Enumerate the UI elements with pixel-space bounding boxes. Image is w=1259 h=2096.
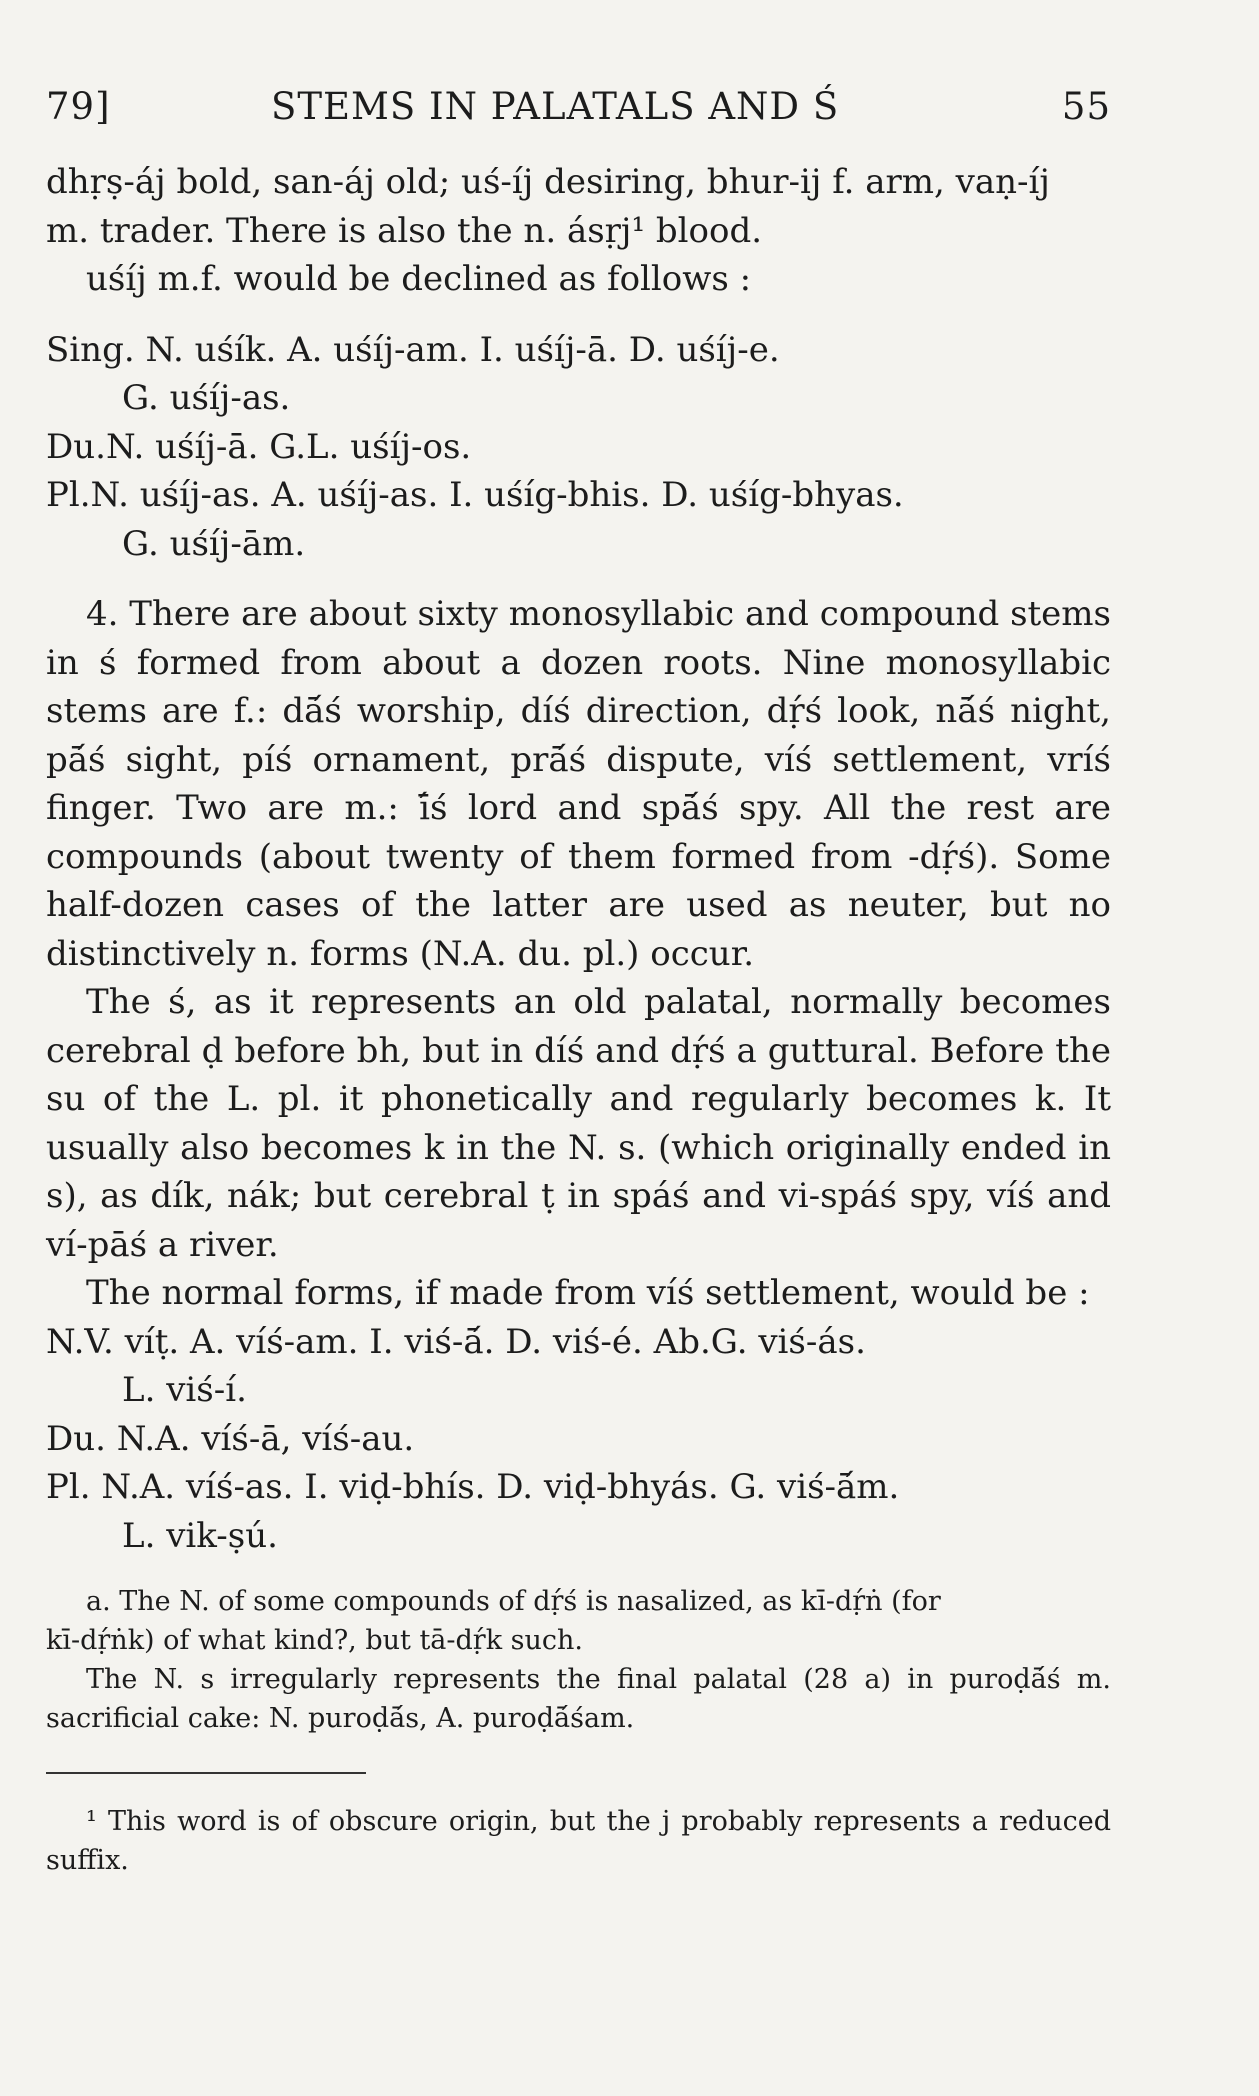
declension-table-usij [46, 326, 1111, 569]
declension-line: N.V. víṭ. A. víś-am. I. viś-ā́. D. viś-é. Ab.G. viś-ás. [46, 1321, 866, 1362]
declension-line: Pl. N.A. víś-as. I. viḍ-bhís. D. viḍ-bhyás. G. viś-ā́m. [46, 1467, 900, 1507]
footnote: ¹ This word is of obscure origin, but the j probably represents a reduced suffix. [46, 1806, 1111, 1876]
declension-line: L. viś-í. [122, 1370, 247, 1410]
note-line: kī-dṛ́ṅk) of what kind?, but tā-dṛ́k such. [46, 1625, 583, 1656]
declension-line: Sing. N. uśík. A. uśíj-am. I. uśíj-ā. D. uśíj-e. [46, 329, 780, 370]
paragraph: The ś, as it represents an old palatal, normally becomes cerebral ḍ before bh, but in díś and dṛ́ś a guttural. Before the su of the L. pl. it phonetically and regularly becomes k. It usually also becomes k in the N. s. (which originally ended in s), as dík, nák; but cerebral ṭ in spáś and vi-spáś spy, víś and ví-pāś a river. [46, 982, 1111, 1265]
paragraph-4: 4. There are about sixty monosyllabic and compound stems in ś formed from about a dozen roots. Nine monosyllabic stems are f.: dā́ś worship, díś direction, dṛ́ś look, nā́ś night, pā́ś sight, píś ornament, prā́ś dispute, víś settlement, vríś finger. Two are m.: ī́ś lord and spā́ś spy. All the rest are compounds (about twenty of them formed from -dṛ́ś). Some half-dozen cases of the latter are used as neuter, but no distinctively n. forms (N.A. du. pl.) occur. [46, 594, 1111, 974]
declension-line: Du.N. uśíj-ā. G.L. uśíj-os. [46, 426, 472, 467]
running-title: STEMS IN PALATALS AND Ś [271, 85, 840, 128]
note-a [46, 1582, 1111, 1660]
paragraph-line: dhṛṣ-áj bold, san-áj old; uś-íj desiring, bhur-ij f. arm, vaṇ-íj [46, 162, 1050, 202]
note-line: a. The N. of some compounds of dṛ́ś is nasalized, as kī-dṛ́ṅ (for [86, 1586, 941, 1617]
page-body [46, 158, 1111, 1880]
declension-line: G. uśíj-ām. [122, 523, 306, 564]
declension-line: L. vik-ṣú. [122, 1515, 278, 1556]
declension-line: Pl.N. uśíj-as. A. uśíj-as. I. uśíg-bhis. D. uśíg-bhyas. [46, 475, 904, 515]
declension-table-vis [46, 1318, 1111, 1561]
paragraph-line: m. trader. There is also the n. ásṛj¹ blood. [46, 210, 763, 251]
footnote-rule [46, 1772, 366, 1774]
note-b: The N. s irregularly represents the final palatal (28 a) in puroḍā́ś m. sacrificial cake: N. puroḍā́s, A. puroḍā́śam. [46, 1664, 1111, 1734]
declension-line: Du. N.A. víś-ā, víś-au. [46, 1418, 415, 1459]
paragraph: The normal forms, if made from víś settlement, would be : [86, 1273, 1090, 1313]
declension-line: G. uśíj-as. [122, 378, 291, 418]
section-number: 79] [46, 85, 111, 128]
page-number: 55 [1061, 85, 1111, 128]
paragraph: uśíj m.f. would be declined as follows : [86, 259, 752, 299]
